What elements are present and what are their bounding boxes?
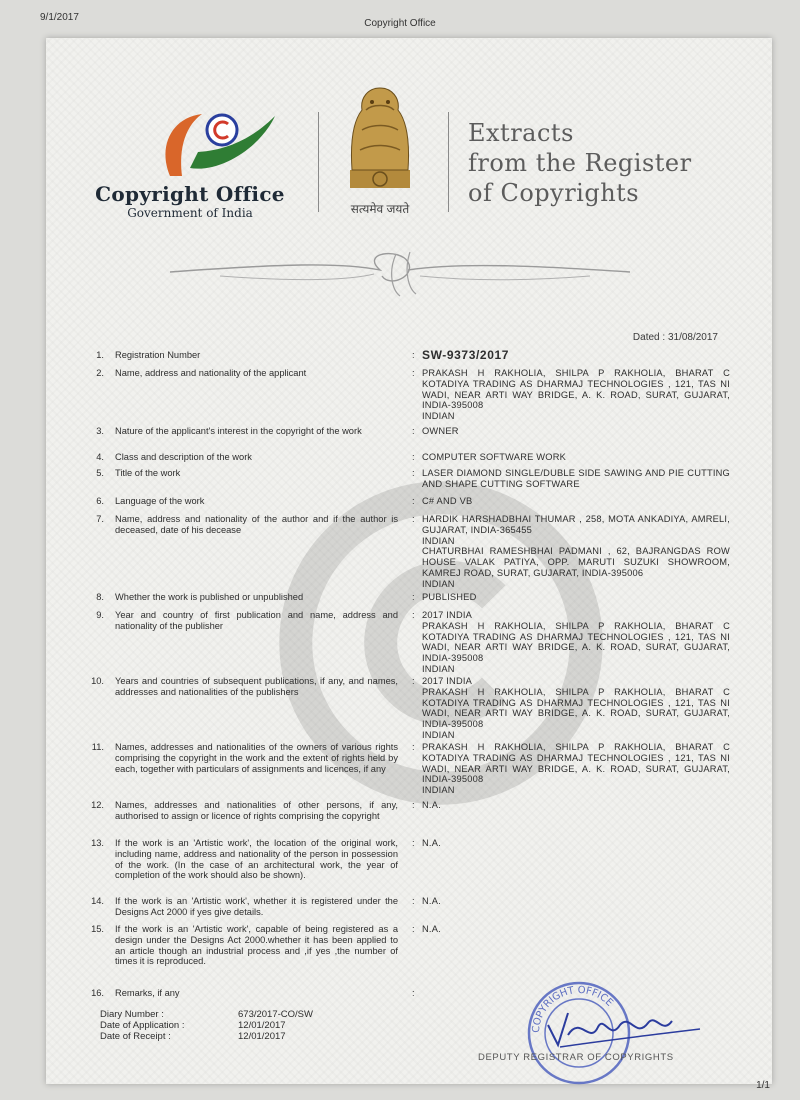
entry-value xyxy=(422,592,730,603)
emblem-motto: सत्यमेव जयते xyxy=(350,202,410,216)
entry-label: If the work is an 'Artistic work', whether it is registered under the Designs Act 2000 if yes give details. xyxy=(115,896,398,917)
entry-value xyxy=(422,514,730,590)
entry-value xyxy=(422,426,730,437)
entry-value xyxy=(422,800,730,811)
entry-separator: : xyxy=(412,800,415,810)
entry-separator: : xyxy=(412,496,415,506)
diary-number-value: 673/2017-CO/SW xyxy=(238,1009,313,1020)
entry-number: 14. xyxy=(91,896,104,906)
signatory-title: DEPUTY REGISTRAR OF COPYRIGHTS xyxy=(478,1052,674,1063)
stamp-text: COPYRIGHT OFFICE xyxy=(530,984,615,1034)
browser-print-date: 9/1/2017 xyxy=(40,12,79,23)
entry-value-line: LASER DIAMOND SINGLE/DUBLE SIDE SAWING AND PIE CUTTING AND SHAPE CUTTING SOFTWARE xyxy=(422,468,730,489)
entry-value-line: N.A. xyxy=(422,838,441,848)
entry-value-line: INDIAN xyxy=(422,785,455,796)
receipt-date-label: Date of Receipt : xyxy=(100,1031,171,1042)
entry-number: 8. xyxy=(96,592,104,602)
dated-label: Dated : 31/08/2017 xyxy=(632,332,718,343)
entry-separator: : xyxy=(412,610,415,620)
entry-value-line: 2017 INDIA xyxy=(422,676,473,686)
entry-separator: : xyxy=(412,988,415,998)
receipt-date-value: 12/01/2017 xyxy=(238,1031,286,1042)
entry-number: 13. xyxy=(91,838,104,848)
entry-label: If the work is an 'Artistic work', the location of the original work, including name, address and nationality of the person in possession of the work. (In the case of an architectural work, the year of completion of the work should also be shown). xyxy=(115,838,398,881)
entry-value-line: SW-9373/2017 xyxy=(422,348,510,362)
entry-number: 5. xyxy=(96,468,104,478)
entry-value xyxy=(422,610,730,675)
entry-value xyxy=(422,924,730,935)
logo-title: Copyright Office xyxy=(95,182,285,206)
entry-label: Years and countries of subsequent publications, if any, and names, addresses and nationalities of the publishers xyxy=(115,676,398,697)
entry-number: 10. xyxy=(91,676,104,686)
entry-value-line: CHATURBHAI RAMESHBHAI PADMANI , 62, BAJRANGDAS ROW HOUSE VALAK PATIYA, OPP. MARUTI SUZUKI SHOWROOM, KAMREJ ROAD, SURAT, GUJARAT, INDIA-395006 xyxy=(422,546,730,578)
entry-number: 4. xyxy=(96,452,104,462)
entry-number: 12. xyxy=(91,800,104,810)
browser-print-title: Copyright Office xyxy=(364,18,436,29)
document-title-line: Extracts xyxy=(468,119,574,147)
entry-separator: : xyxy=(412,838,415,848)
document-title-line: of Copyrights xyxy=(468,179,640,207)
copyright-office-logo xyxy=(70,78,310,228)
entry-number: 3. xyxy=(96,426,104,436)
entry-separator: : xyxy=(412,896,415,906)
entry-value-line: PRAKASH H RAKHOLIA, SHILPA P RAKHOLIA, BHARAT C KOTADIYA TRADING AS DHARMAJ TECHNOLOGIES , 121, TAS NI WADI, NEAR ARTI WAY BRIDGE, A. K. ROAD, SURAT, GUJARAT, INDIA-395008 xyxy=(422,620,730,664)
entry-value-line: INDIAN xyxy=(422,663,455,674)
entry-value-line: PRAKASH H RAKHOLIA, SHILPA P RAKHOLIA, BHARAT C KOTADIYA TRADING AS DHARMAJ TECHNOLOGIES , 121, TAS NI WADI, NEAR ARTI WAY BRIDGE, A. K. ROAD, SURAT, GUJARAT, INDIA-395008 xyxy=(422,686,730,730)
entry-value xyxy=(422,350,730,361)
entry-value-line: INDIAN xyxy=(422,729,455,740)
entry-value-line: PRAKASH H RAKHOLIA, SHILPA P RAKHOLIA, BHARAT C KOTADIYA TRADING AS DHARMAJ TECHNOLOGIES , 121, TAS NI WADI, NEAR ARTI WAY BRIDGE, A. K. ROAD, SURAT, GUJARAT, INDIA-395008 xyxy=(422,368,730,411)
entry-separator: : xyxy=(412,676,415,686)
entry-value-line: OWNER xyxy=(422,426,459,436)
signature-icon xyxy=(540,1005,710,1055)
decorative-flourish-icon xyxy=(160,242,640,302)
entry-label: Names, addresses and nationalities of other persons, if any, authorised to assign or licence of rights comprising the copyright xyxy=(115,800,398,821)
entry-label: Name, address and nationality of the author and if the author is deceased, date of his decease xyxy=(115,514,398,535)
header-divider xyxy=(448,112,449,212)
entry-label: Year and country of first publication and name, address and nationality of the publisher xyxy=(115,610,398,631)
entry-label: Remarks, if any xyxy=(115,988,180,998)
header-divider xyxy=(318,112,319,212)
entry-number: 1. xyxy=(96,350,104,360)
entry-label: Registration Number xyxy=(115,350,201,360)
entry-value-line: 2017 INDIA xyxy=(422,610,473,620)
entry-value-line: HARDIK HARSHADBHAI THUMAR , 258, MOTA ANKADIYA, AMRELI, GUJARAT, INDIA-365455 xyxy=(422,514,730,535)
entry-value-line: PRAKASH H RAKHOLIA, SHILPA P RAKHOLIA, BHARAT C KOTADIYA TRADING AS DHARMAJ TECHNOLOGIES , 121, TAS NI WADI, NEAR ARTI WAY BRIDGE, A. K. ROAD, SURAT, GUJARAT, INDIA-395008 xyxy=(422,742,730,785)
entry-number: 2. xyxy=(96,368,104,378)
entry-number: 15. xyxy=(91,924,104,934)
entry-label: Nature of the applicant's interest in the copyright of the work xyxy=(115,426,362,436)
entry-value-line: N.A. xyxy=(422,924,441,934)
entry-label: If the work is an 'Artistic work', capable of being registered as a design under the Designs Act 2000.whether it has been applied to an article though an industrial process and ,if yes ,the number of times it is reproduced. xyxy=(115,924,398,967)
entry-separator: : xyxy=(412,426,415,436)
entry-separator: : xyxy=(412,452,415,462)
entry-value-line: N.A. xyxy=(422,800,441,810)
entry-separator: : xyxy=(412,514,415,524)
entry-number: 7. xyxy=(96,514,104,524)
document-title-line: from the Register xyxy=(468,149,692,177)
entry-value-line: C# AND VB xyxy=(422,496,473,506)
entry-label: Class and description of the work xyxy=(115,452,252,462)
entry-value-line: COMPUTER SOFTWARE WORK xyxy=(422,452,567,462)
diary-number-label: Diary Number : xyxy=(100,1009,164,1020)
entry-number: 16. xyxy=(91,988,104,998)
entry-separator: : xyxy=(412,368,415,378)
entry-value xyxy=(422,468,730,490)
entry-number: 11. xyxy=(91,742,104,752)
national-emblem-icon xyxy=(332,80,427,200)
browser-page-number: 1/1 xyxy=(756,1080,770,1091)
entry-label: Name, address and nationality of the applicant xyxy=(115,368,307,378)
application-date-label: Date of Application : xyxy=(100,1020,185,1031)
entry-label: Names, addresses and nationalities of the owners of various rights comprising the copyright in the work and the extent of rights held by each, together with particulars of assignments and licences, if any xyxy=(115,742,398,774)
entry-separator: : xyxy=(412,350,415,360)
logo-subtitle: Government of India xyxy=(127,206,253,220)
copyright-swoosh-icon xyxy=(70,78,310,178)
entry-label: Language of the work xyxy=(115,496,205,506)
application-date-value: 12/01/2017 xyxy=(238,1020,286,1031)
entry-value-line: N.A. xyxy=(422,896,441,906)
entry-label: Title of the work xyxy=(115,468,181,478)
entry-number: 6. xyxy=(96,496,104,506)
entry-separator: : xyxy=(412,468,415,478)
entry-separator: : xyxy=(412,924,415,934)
entry-number: 9. xyxy=(96,610,104,620)
entry-value xyxy=(422,496,730,507)
entry-value xyxy=(422,368,730,422)
entry-value xyxy=(422,452,730,463)
entry-label: Whether the work is published or unpublished xyxy=(115,592,304,602)
entry-value xyxy=(422,896,730,907)
entry-value-line: INDIAN xyxy=(422,411,455,422)
entry-value xyxy=(422,676,730,741)
entry-value xyxy=(422,742,730,796)
entry-separator: : xyxy=(412,592,415,602)
entry-value-line: PUBLISHED xyxy=(422,592,477,602)
entry-separator: : xyxy=(412,742,415,752)
entry-value-line: INDIAN xyxy=(422,535,455,546)
document-title xyxy=(468,118,692,208)
entry-value-line: INDIAN xyxy=(422,578,455,589)
entry-value xyxy=(422,838,730,849)
